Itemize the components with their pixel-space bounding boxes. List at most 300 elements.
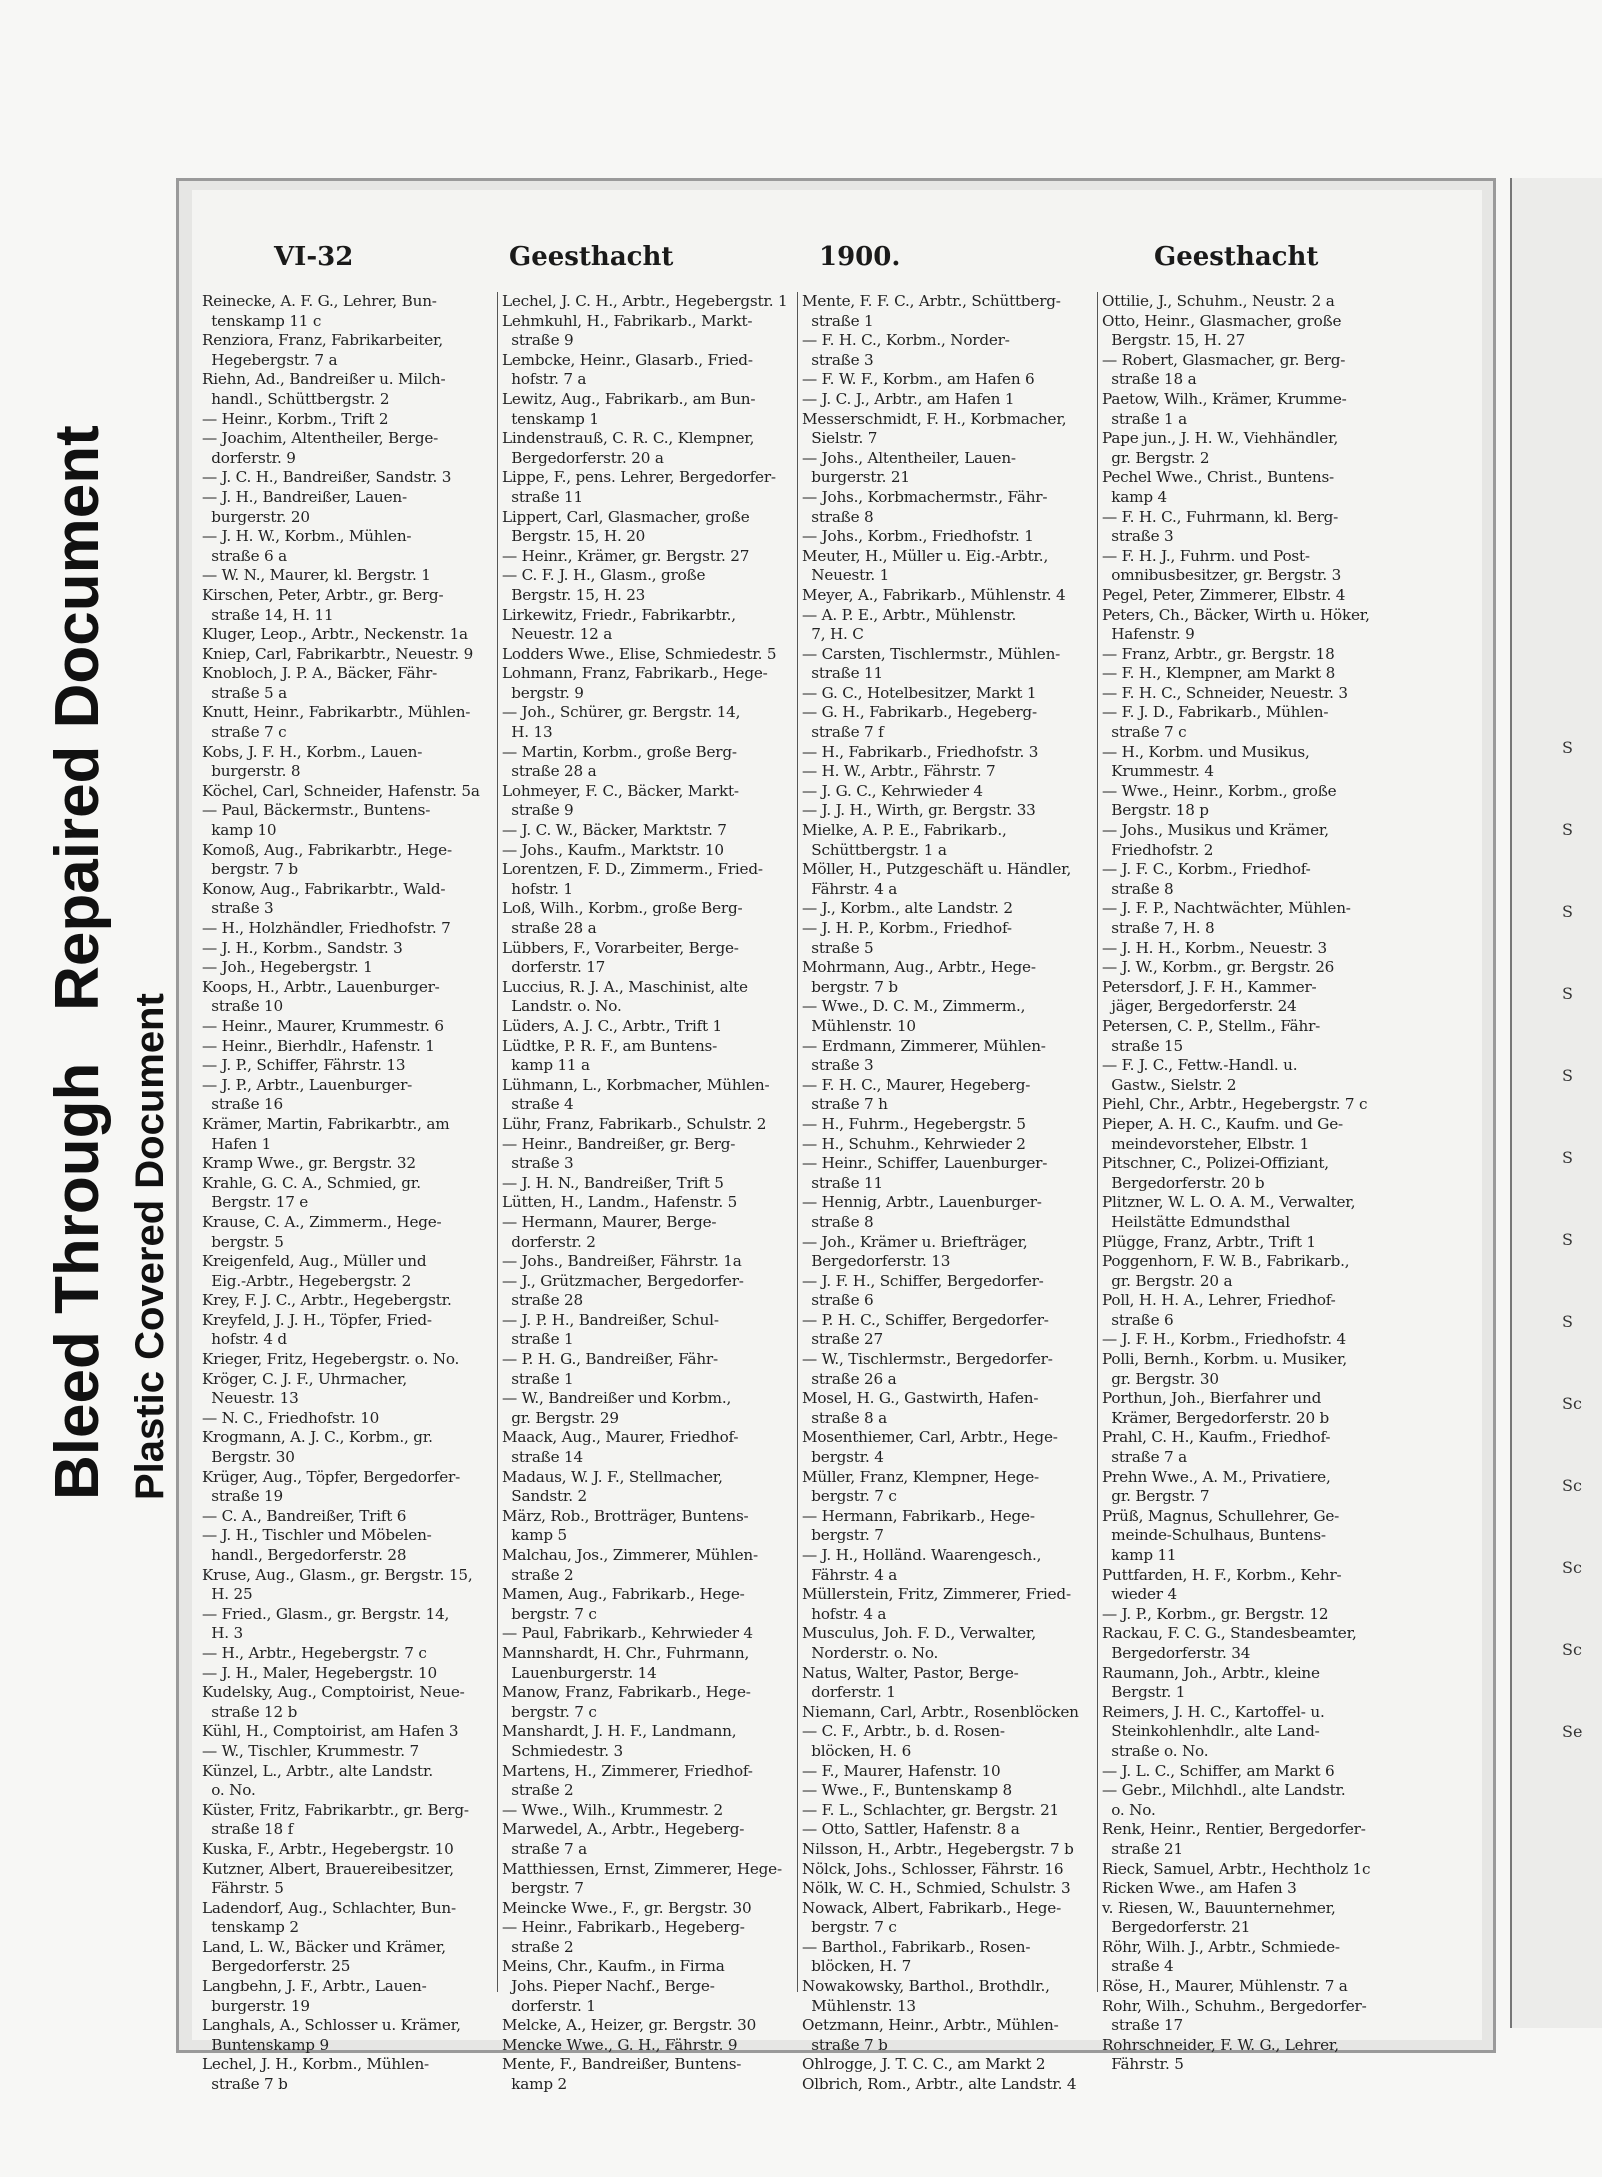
directory-entry-line: — F. H. C., Fuhrmann, kl. Berg- bbox=[1102, 507, 1339, 526]
edge-letter: S bbox=[1562, 1230, 1573, 1249]
directory-entry-line: — Fried., Glasm., gr. Bergstr. 14, bbox=[202, 1604, 450, 1623]
directory-entry-line: Luccius, R. J. A., Maschinist, alte bbox=[502, 977, 748, 996]
directory-entry-line: Bergstr. 15, H. 20 bbox=[502, 527, 646, 546]
directory-entry-line: dorferstr. 17 bbox=[502, 958, 606, 977]
directory-entry-line: — F. H., Klempner, am Markt 8 bbox=[1102, 664, 1336, 683]
directory-entry-line: — Franz, Arbtr., gr. Bergstr. 18 bbox=[1102, 644, 1335, 663]
edge-letter: S bbox=[1562, 820, 1573, 839]
directory-entry-line: straße o. No. bbox=[1102, 1741, 1209, 1760]
directory-entry-line: — J. H., Maler, Hegebergstr. 10 bbox=[202, 1663, 437, 1682]
directory-entry-line: Loß, Wilh., Korbm., große Berg- bbox=[502, 899, 743, 918]
directory-entry-line: — F. H. C., Korbm., Norder- bbox=[802, 331, 1010, 350]
directory-entry-line: — Heinr., Korbm., Trift 2 bbox=[202, 409, 389, 428]
directory-entry-line: Heilstätte Edmundsthal bbox=[1102, 1212, 1290, 1231]
directory-entry-line: Mencke Wwe., G. H., Fährstr. 9 bbox=[502, 2035, 738, 2054]
directory-entry-line: Lewitz, Aug., Fabrikarb., am Bun- bbox=[502, 389, 756, 408]
directory-entry-line: jäger, Bergedorferstr. 24 bbox=[1102, 997, 1297, 1016]
directory-entry-line: straße 3 bbox=[802, 1056, 874, 1075]
directory-entry-line: straße 11 bbox=[802, 664, 883, 683]
edge-letter: S bbox=[1562, 902, 1573, 921]
label-repaired-document: Repaired Document bbox=[43, 425, 112, 1011]
directory-entry-line: Friedhofstr. 2 bbox=[1102, 840, 1214, 859]
directory-entry-line: straße 12 b bbox=[202, 1702, 298, 1721]
directory-entry-line: tenskamp 1 bbox=[502, 409, 599, 428]
directory-entry-line: Schmiedestr. 3 bbox=[502, 1741, 623, 1760]
directory-entry-line: Schüttbergstr. 1 a bbox=[802, 840, 947, 859]
page-reference: VI-32 bbox=[274, 242, 354, 272]
directory-entry-line: — J. F. H., Schiffer, Bergedorfer- bbox=[802, 1271, 1044, 1290]
directory-entry-line: Röse, H., Maurer, Mühlenstr. 7 a bbox=[1102, 1977, 1348, 1996]
directory-entry-line: dorferstr. 1 bbox=[802, 1683, 896, 1702]
directory-entry-line: Eig.-Arbtr., Hegebergstr. 2 bbox=[202, 1271, 412, 1290]
directory-entry-line: Messerschmidt, F. H., Korbmacher, bbox=[802, 409, 1067, 428]
directory-entry-line: — Joachim, Altentheiler, Berge- bbox=[202, 429, 439, 448]
directory-entry-line: straße 11 bbox=[502, 487, 583, 506]
directory-entry-line: — Johs., Musikus und Krämer, bbox=[1102, 821, 1329, 840]
directory-entry-line: — J. H. W., Korbm., Mühlen- bbox=[202, 527, 412, 546]
directory-entry-line: Mühlenstr. 10 bbox=[802, 1016, 916, 1035]
directory-entry-line: Kramp Wwe., gr. Bergstr. 32 bbox=[202, 1154, 416, 1173]
directory-entry-line: — J. H., Bandreißer, Lauen- bbox=[202, 487, 407, 506]
directory-entry-line: Krogmann, A. J. C., Korbm., gr. bbox=[202, 1428, 433, 1447]
directory-entry-line: — F. J. D., Fabrikarb., Mühlen- bbox=[1102, 703, 1329, 722]
directory-entry-line: Nölk, W. C. H., Schmied, Schulstr. 3 bbox=[802, 1879, 1071, 1898]
directory-entry-line: Maack, Aug., Maurer, Friedhof- bbox=[502, 1428, 739, 1447]
edge-letter: S bbox=[1562, 1066, 1573, 1085]
directory-entry-line: — J. P. H., Bandreißer, Schul- bbox=[502, 1310, 719, 1329]
directory-entry-line: Bergstr. 15, H. 23 bbox=[502, 585, 646, 604]
edge-letter: Sc bbox=[1562, 1394, 1582, 1413]
directory-entry-line: Neuestr. 12 a bbox=[502, 625, 613, 644]
directory-entry-line: Lohmann, Franz, Fabrikarb., Hege- bbox=[502, 664, 768, 683]
directory-entry-line: Puttfarden, H. F., Korbm., Kehr- bbox=[1102, 1565, 1342, 1584]
directory-entry-line: straße 1 a bbox=[1102, 409, 1187, 428]
directory-entry-line: Koops, H., Arbtr., Lauenburger- bbox=[202, 977, 440, 996]
directory-entry-line: straße 21 bbox=[1102, 1839, 1183, 1858]
directory-entry-line: — Robert, Glasmacher, gr. Berg- bbox=[1102, 350, 1346, 369]
directory-entry-line: gr. Bergstr. 20 a bbox=[1102, 1271, 1233, 1290]
directory-entry-line: — J. G. C., Kehrwieder 4 bbox=[802, 781, 983, 800]
directory-entry-line: Petersdorf, J. F. H., Kammer- bbox=[1102, 977, 1317, 996]
directory-entry-line: Ladendorf, Aug., Schlachter, Bun- bbox=[202, 1898, 456, 1917]
directory-entry-line: straße 18 f bbox=[202, 1820, 294, 1839]
directory-entry-line: — Johs., Kaufm., Marktstr. 10 bbox=[502, 840, 724, 859]
directory-entry-line: Pegel, Peter, Zimmerer, Elbstr. 4 bbox=[1102, 585, 1346, 604]
directory-entry-line: H. 25 bbox=[202, 1585, 253, 1604]
directory-entry-line: Otto, Heinr., Glasmacher, große bbox=[1102, 311, 1342, 330]
directory-entry-line: — H., Fabrikarb., Friedhofstr. 3 bbox=[802, 742, 1039, 761]
directory-entry-line: Manshardt, J. H. F., Landmann, bbox=[502, 1722, 737, 1741]
directory-entry-line: — Hermann, Fabrikarb., Hege- bbox=[802, 1506, 1035, 1525]
directory-entry-line: Kirschen, Peter, Arbtr., gr. Berg- bbox=[202, 585, 444, 604]
directory-entry-line: Kutzner, Albert, Brauereibesitzer, bbox=[202, 1859, 454, 1878]
directory-entry-line: Nowack, Albert, Fabrikarb., Hege- bbox=[802, 1898, 1062, 1917]
directory-entry-line: Bergedorferstr. 25 bbox=[202, 1957, 351, 1976]
directory-entry-line: straße 16 bbox=[202, 1095, 283, 1114]
directory-entry-line: straße 7 b bbox=[202, 2075, 288, 2094]
directory-entry-line: Kühl, H., Comptoirist, am Hafen 3 bbox=[202, 1722, 459, 1741]
directory-entry-line: — W., Tischlermstr., Bergedorfer- bbox=[802, 1350, 1053, 1369]
directory-entry-line: — F. W. F., Korbm., am Hafen 6 bbox=[802, 370, 1035, 389]
directory-entry-line: 7, H. C bbox=[802, 625, 864, 644]
directory-entry-line: Paetow, Wilh., Krämer, Krumme- bbox=[1102, 389, 1347, 408]
directory-entry-line: meindevorsteher, Elbstr. 1 bbox=[1102, 1134, 1310, 1153]
directory-entry-line: — Hennig, Arbtr., Lauenburger- bbox=[802, 1193, 1042, 1212]
directory-entry-line: bergstr. 7 bbox=[502, 1879, 584, 1898]
directory-entry-line: — F., Maurer, Hafenstr. 10 bbox=[802, 1761, 1001, 1780]
directory-entry-line: — C. F., Arbtr., b. d. Rosen- bbox=[802, 1722, 1005, 1741]
directory-entry-line: — Johs., Altentheiler, Lauen- bbox=[802, 448, 1016, 467]
directory-entry-line: Sielstr. 7 bbox=[802, 429, 878, 448]
directory-entry-line: — Joh., Schürer, gr. Bergstr. 14, bbox=[502, 703, 741, 722]
directory-entry-line: Melcke, A., Heizer, gr. Bergstr. 30 bbox=[502, 2016, 757, 2035]
directory-entry-line: kamp 11 bbox=[1102, 1546, 1177, 1564]
directory-entry-line: Matthiessen, Ernst, Zimmerer, Hege- bbox=[502, 1859, 782, 1878]
directory-entry-line: Gastw., Sielstr. 2 bbox=[1102, 1075, 1237, 1094]
directory-entry-line: Kudelsky, Aug., Comptoirist, Neue- bbox=[202, 1683, 465, 1702]
directory-entry-line: straße 10 bbox=[202, 997, 283, 1016]
directory-entry-line: Steinkohlenhdlr., alte Land- bbox=[1102, 1722, 1320, 1741]
directory-entry-line: Krüger, Aug., Töpfer, Bergedorfer- bbox=[202, 1467, 461, 1486]
directory-entry-line: — J. H. N., Bandreißer, Trift 5 bbox=[502, 1173, 724, 1192]
directory-entry-line: — W., Tischler, Krummestr. 7 bbox=[202, 1741, 419, 1760]
directory-entry-line: kamp 4 bbox=[1102, 487, 1167, 506]
directory-entry-line: Fährstr. 4 a bbox=[802, 879, 898, 898]
directory-entry-line: — J. H., Tischler und Möbelen- bbox=[202, 1526, 432, 1545]
directory-entry-line: Lübbers, F., Vorarbeiter, Berge- bbox=[502, 938, 739, 957]
directory-entry-line: Hafen 1 bbox=[202, 1134, 272, 1153]
directory-entry-line: Lehmkuhl, H., Fabrikarb., Markt- bbox=[502, 311, 753, 330]
directory-entry-line: — H. W., Arbtr., Fährstr. 7 bbox=[802, 762, 996, 781]
directory-entry-line: straße 3 bbox=[502, 1154, 574, 1173]
directory-entry-line: straße 15 bbox=[1102, 1036, 1183, 1055]
header-city-left: Geesthacht bbox=[509, 242, 674, 272]
directory-entry-line: — J. P., Korbm., gr. Bergstr. 12 bbox=[1102, 1604, 1329, 1623]
directory-entry-line: Mielke, A. P. E., Fabrikarb., bbox=[802, 821, 1007, 840]
directory-entry-line: Reimers, J. H. C., Kartoffel- u. bbox=[1102, 1702, 1325, 1721]
column-divider bbox=[497, 292, 498, 1992]
directory-entry-line: — Joh., Krämer u. Briefträger, bbox=[802, 1232, 1028, 1251]
directory-entry-line: Meuter, H., Müller u. Eig.-Arbtr., bbox=[802, 546, 1049, 565]
edge-letter: S bbox=[1562, 1148, 1573, 1167]
directory-entry-line: Peters, Ch., Bäcker, Wirth u. Höker, bbox=[1102, 605, 1370, 624]
directory-entry-line: straße 3 bbox=[802, 350, 874, 369]
directory-entry-line: straße 7 h bbox=[802, 1095, 888, 1114]
directory-entry-line: Hafenstr. 9 bbox=[1102, 625, 1195, 644]
directory-entry-line: dorferstr. 1 bbox=[502, 1996, 596, 2015]
directory-entry-line: Konow, Aug., Fabrikarbtr., Wald- bbox=[202, 879, 446, 898]
directory-entry-line: straße 8 bbox=[802, 507, 874, 526]
directory-entry-line: — Gebr., Milchhdl., alte Landstr. bbox=[1102, 1781, 1346, 1800]
directory-entry-line: bergstr. 7 c bbox=[802, 1918, 897, 1937]
directory-entry-line: Rohrschneider, F. W. G., Lehrer, bbox=[1102, 2035, 1339, 2054]
directory-entry-line: straße 2 bbox=[502, 1565, 574, 1584]
directory-entry-line: Prüß, Magnus, Schullehrer, Ge- bbox=[1102, 1506, 1340, 1525]
directory-entry-line: März, Rob., Brotträger, Buntens- bbox=[502, 1506, 749, 1525]
directory-entry-line: Mühlenstr. 13 bbox=[802, 1996, 916, 2015]
directory-entry-line: Lüders, A. J. C., Arbtr., Trift 1 bbox=[502, 1016, 723, 1035]
directory-entry-line: Niemann, Carl, Arbtr., Rosenblöcken bbox=[802, 1702, 1079, 1721]
directory-entry-line: Müller, Franz, Klempner, Hege- bbox=[802, 1467, 1039, 1486]
directory-entry-line: Bergstr. 1 bbox=[1102, 1683, 1186, 1702]
directory-entry-line: straße 8 a bbox=[802, 1408, 887, 1427]
directory-entry-line: tenskamp 2 bbox=[202, 1918, 299, 1937]
directory-entry-line: bergstr. 7 c bbox=[802, 1487, 897, 1506]
directory-entry-line: Röhr, Wilh. J., Arbtr., Schmiede- bbox=[1102, 1937, 1340, 1956]
directory-entry-line: straße 6 a bbox=[202, 546, 287, 565]
directory-entry-line: — H., Arbtr., Hegebergstr. 7 c bbox=[202, 1643, 427, 1662]
directory-entry-line: — J., Korbm., alte Landstr. 2 bbox=[802, 899, 1013, 918]
directory-entry-line: — Johs., Korbmachermstr., Fähr- bbox=[802, 487, 1048, 506]
page-header bbox=[274, 242, 1404, 284]
edge-letter: Sc bbox=[1562, 1640, 1582, 1659]
header-city-right: Geesthacht bbox=[1154, 242, 1319, 272]
directory-entry-line: bergstr. 7 c bbox=[502, 1702, 597, 1721]
directory-entry-line: — Carsten, Tischlermstr., Mühlen- bbox=[802, 644, 1061, 663]
directory-entry-line: Mannshardt, H. Chr., Fuhrmann, bbox=[502, 1643, 750, 1662]
directory-entry-line: straße 11 bbox=[802, 1173, 883, 1192]
directory-entry-line: — P. H. C., Schiffer, Bergedorfer- bbox=[802, 1310, 1049, 1329]
directory-entry-line: omnibusbesitzer, gr. Bergstr. 3 bbox=[1102, 566, 1342, 585]
directory-entry-line: Pape jun., J. H. W., Viehhändler, bbox=[1102, 429, 1339, 448]
directory-entry-line: Bergedorferstr. 20 a bbox=[502, 448, 664, 467]
directory-entry-line: — Heinr., Bandreißer, gr. Berg- bbox=[502, 1134, 736, 1153]
directory-entry-line: — A. P. E., Arbtr., Mühlenstr. bbox=[802, 605, 1017, 624]
directory-entry-line: meinde-Schulhaus, Buntens- bbox=[1102, 1526, 1326, 1545]
directory-entry-line: Kluger, Leop., Arbtr., Neckenstr. 1a bbox=[202, 625, 468, 644]
directory-entry-line: — Heinr., Fabrikarb., Hegeberg- bbox=[502, 1918, 745, 1937]
directory-entry-line: Neuestr. 1 bbox=[802, 566, 890, 585]
directory-entry-line: Neuestr. 13 bbox=[202, 1389, 299, 1408]
directory-entry-line: Rohr, Wilh., Schuhm., Bergedorfer- bbox=[1102, 1996, 1367, 2015]
directory-entry-line: Rackau, F. C. G., Standesbeamter, bbox=[1102, 1624, 1357, 1643]
directory-entry-line: — F. J. C., Fettw.-Handl. u. bbox=[1102, 1056, 1298, 1075]
directory-column-3 bbox=[802, 292, 1092, 2094]
directory-entry-line: straße 28 a bbox=[502, 919, 597, 937]
directory-entry-line: straße 14, H. 11 bbox=[202, 605, 334, 624]
directory-entry-line: straße 7 c bbox=[202, 723, 287, 742]
directory-entry-line: — Wwe., Heinr., Korbm., große bbox=[1102, 781, 1337, 800]
edge-letter: Sc bbox=[1562, 1476, 1582, 1495]
directory-entry-line: — J. H. P., Korbm., Friedhof- bbox=[802, 919, 1012, 937]
directory-entry-line: Poggenhorn, F. W. B., Fabrikarb., bbox=[1102, 1252, 1350, 1271]
directory-page bbox=[192, 190, 1482, 2094]
directory-entry-line: Malchau, Jos., Zimmerer, Mühlen- bbox=[502, 1546, 758, 1564]
directory-entry-line: straße 8 bbox=[1102, 879, 1174, 898]
column-divider bbox=[797, 292, 798, 1992]
directory-entry-line: Sandstr. 2 bbox=[502, 1487, 588, 1506]
directory-entry-line: Reinecke, A. F. G., Lehrer, Bun- bbox=[202, 292, 437, 310]
directory-entry-line: — J. C. H., Bandreißer, Sandstr. 3 bbox=[202, 468, 452, 487]
edge-letter: S bbox=[1562, 1312, 1573, 1331]
directory-entry-line: straße 5 a bbox=[202, 683, 287, 702]
directory-entry-line: Bergedorferstr. 21 bbox=[1102, 1918, 1251, 1937]
directory-entry-line: Plügge, Franz, Arbtr., Trift 1 bbox=[1102, 1232, 1316, 1251]
directory-entry-line: tenskamp 11 c bbox=[202, 311, 322, 330]
directory-entry-line: Musculus, Joh. F. D., Verwalter, bbox=[802, 1624, 1036, 1643]
directory-entry-line: Krieger, Fritz, Hegebergstr. o. No. bbox=[202, 1350, 460, 1369]
directory-entry-line: — Paul, Fabrikarb., Kehrwieder 4 bbox=[502, 1624, 753, 1643]
directory-entry-line: Krummestr. 4 bbox=[1102, 762, 1214, 781]
directory-entry-line: Lindenstrauß, C. R. C., Klempner, bbox=[502, 429, 755, 448]
directory-entry-line: — H., Schuhm., Kehrwieder 2 bbox=[802, 1134, 1026, 1153]
directory-entry-line: Möller, H., Putzgeschäft u. Händler, bbox=[802, 860, 1072, 879]
directory-entry-line: — F. H. C., Maurer, Hegeberg- bbox=[802, 1075, 1031, 1094]
directory-entry-line: bergstr. 4 bbox=[802, 1448, 884, 1467]
directory-entry-line: — J. C. J., Arbtr., am Hafen 1 bbox=[802, 389, 1015, 408]
directory-entry-line: Raumann, Joh., Arbtr., kleine bbox=[1102, 1663, 1320, 1682]
directory-entry-line: straße 4 bbox=[1102, 1957, 1174, 1976]
directory-entry-line: Lütten, H., Landm., Hafenstr. 5 bbox=[502, 1193, 738, 1212]
directory-entry-line: — F. H. C., Schneider, Neuestr. 3 bbox=[1102, 683, 1348, 702]
directory-entry-line: Lühmann, L., Korbmacher, Mühlen- bbox=[502, 1075, 770, 1094]
directory-entry-line: straße 4 bbox=[502, 1095, 574, 1114]
directory-entry-line: straße 7 a bbox=[502, 1839, 587, 1858]
directory-entry-line: — Joh., Hegebergstr. 1 bbox=[202, 958, 373, 977]
directory-entry-line: straße 28 a bbox=[502, 762, 597, 781]
directory-entry-line: straße 7, H. 8 bbox=[1102, 919, 1215, 937]
directory-entry-line: H. 13 bbox=[502, 723, 553, 742]
directory-entry-line: — W. N., Maurer, kl. Bergstr. 1 bbox=[202, 566, 431, 585]
directory-entry-line: Madaus, W. J. F., Stellmacher, bbox=[502, 1467, 723, 1486]
directory-entry-line: bergstr. 9 bbox=[502, 683, 584, 702]
directory-entry-line: Petersen, C. P., Stellm., Fähr- bbox=[1102, 1016, 1321, 1035]
directory-entry-line: Kniep, Carl, Fabrikarbtr., Neuestr. 9 bbox=[202, 644, 474, 663]
edge-letter: Sc bbox=[1562, 1558, 1582, 1577]
directory-entry-line: — G. C., Hotelbesitzer, Markt 1 bbox=[802, 683, 1037, 702]
directory-entry-line: Langbehn, J. F., Arbtr., Lauen- bbox=[202, 1977, 427, 1996]
directory-entry-line: burgerstr. 19 bbox=[202, 1996, 310, 2015]
directory-entry-line: Oetzmann, Heinr., Arbtr., Mühlen- bbox=[802, 2016, 1059, 2035]
directory-entry-line: straße 27 bbox=[802, 1330, 883, 1349]
directory-entry-line: — C. F. J. H., Glasm., große bbox=[502, 566, 706, 585]
directory-entry-line: — Martin, Korbm., große Berg- bbox=[502, 742, 737, 761]
directory-entry-line: — J. L. C., Schiffer, am Markt 6 bbox=[1102, 1761, 1335, 1780]
directory-entry-line: — J. F. C., Korbm., Friedhof- bbox=[1102, 860, 1311, 879]
adjacent-page-edge bbox=[1510, 178, 1602, 2028]
directory-entry-line: straße 3 bbox=[202, 899, 274, 918]
directory-entry-line: — Heinr., Bierhdlr., Hafenstr. 1 bbox=[202, 1036, 435, 1055]
directory-entry-line: — H., Fuhrm., Hegebergstr. 5 bbox=[802, 1114, 1026, 1133]
directory-entry-line: Mamen, Aug., Fabrikarb., Hege- bbox=[502, 1585, 745, 1604]
directory-entry-line: blöcken, H. 6 bbox=[802, 1741, 912, 1760]
directory-entry-line: Johs. Pieper Nachf., Berge- bbox=[502, 1977, 715, 1996]
directory-entry-line: Landstr. o. No. bbox=[502, 997, 622, 1016]
directory-entry-line: Bergstr. 30 bbox=[202, 1448, 295, 1467]
directory-entry-line: — Heinr., Schiffer, Lauenburger- bbox=[802, 1154, 1048, 1173]
directory-entry-line: Hegebergstr. 7 a bbox=[202, 350, 338, 369]
directory-entry-line: Nowakowsky, Barthol., Brothdlr., bbox=[802, 1977, 1050, 1996]
directory-entry-line: Kreigenfeld, Aug., Müller und bbox=[202, 1252, 427, 1271]
directory-entry-line: Krahle, G. C. A., Schmied, gr. bbox=[202, 1173, 421, 1192]
directory-entry-line: Prehn Wwe., A. M., Privatiere, bbox=[1102, 1467, 1331, 1486]
directory-entry-line: — J. P., Schiffer, Fährstr. 13 bbox=[202, 1056, 406, 1075]
directory-entry-line: Ottilie, J., Schuhm., Neustr. 2 a bbox=[1102, 292, 1335, 310]
directory-entry-line: gr. Bergstr. 2 bbox=[1102, 448, 1210, 467]
directory-entry-line: kamp 10 bbox=[202, 821, 277, 840]
directory-entry-line: Meyer, A., Fabrikarb., Mühlenstr. 4 bbox=[802, 585, 1066, 604]
directory-entry-line: — J. H., Holländ. Waarengesch., bbox=[802, 1546, 1042, 1564]
directory-entry-line: straße 28 bbox=[502, 1291, 583, 1310]
directory-entry-line: — G. H., Fabrikarb., Hegeberg- bbox=[802, 703, 1037, 722]
directory-entry-line: Köchel, Carl, Schneider, Hafenstr. 5a bbox=[202, 781, 480, 800]
directory-entry-line: Land, L. W., Bäcker und Krämer, bbox=[202, 1937, 446, 1956]
directory-entry-line: Fährstr. 5 bbox=[202, 1879, 284, 1898]
directory-entry-line: straße 7 f bbox=[802, 723, 884, 742]
directory-entry-line: gr. Bergstr. 29 bbox=[502, 1408, 619, 1427]
directory-entry-line: — Hermann, Maurer, Berge- bbox=[502, 1212, 717, 1231]
directory-entry-line: Martens, H., Zimmerer, Friedhof- bbox=[502, 1761, 753, 1780]
directory-entry-line: Lechel, J. C. H., Arbtr., Hegebergstr. 1 bbox=[502, 292, 788, 310]
directory-entry-line: straße 14 bbox=[502, 1448, 583, 1467]
bleed-through-label bbox=[42, 425, 113, 1500]
directory-entry-line: Bergedorferstr. 13 bbox=[802, 1252, 951, 1271]
directory-entry-line: Künzel, L., Arbtr., alte Landstr. bbox=[202, 1761, 433, 1780]
directory-entry-line: Pechel Wwe., Christ., Buntens- bbox=[1102, 468, 1334, 487]
sidebar-labels bbox=[20, 425, 180, 1500]
directory-entry-line: burgerstr. 21 bbox=[802, 468, 910, 487]
directory-entry-line: Norderstr. o. No. bbox=[802, 1643, 939, 1662]
directory-entry-line: straße 2 bbox=[502, 1781, 574, 1800]
directory-entry-line: handl., Schüttbergstr. 2 bbox=[202, 389, 390, 408]
directory-entry-line: Piehl, Chr., Arbtr., Hegebergstr. 7 c bbox=[1102, 1095, 1368, 1114]
directory-entry-line: Mohrmann, Aug., Arbtr., Hege- bbox=[802, 958, 1036, 977]
directory-entry-line: Buntenskamp 9 bbox=[202, 2035, 329, 2054]
directory-entry-line: kamp 5 bbox=[502, 1526, 567, 1545]
directory-entry-line: Lirkewitz, Friedr., Fabrikarbtr., bbox=[502, 605, 736, 624]
directory-entry-line: straße 7 c bbox=[1102, 723, 1187, 742]
directory-entry-line: Manow, Franz, Fabrikarb., Hege- bbox=[502, 1683, 751, 1702]
directory-entry-line: o. No. bbox=[202, 1781, 256, 1800]
directory-entry-line: straße 18 a bbox=[1102, 370, 1197, 389]
directory-entry-line: Fährstr. 4 a bbox=[802, 1565, 898, 1584]
directory-entry-line: straße 6 bbox=[1102, 1310, 1174, 1329]
directory-entry-line: straße 7 a bbox=[1102, 1448, 1187, 1467]
directory-entry-line: Lorentzen, F. D., Zimmerm., Fried- bbox=[502, 860, 763, 879]
directory-entry-line: straße 9 bbox=[502, 331, 574, 350]
directory-entry-line: Kreyfeld, J. J. H., Töpfer, Fried- bbox=[202, 1310, 432, 1329]
directory-entry-line: — H., Korbm. und Musikus, bbox=[1102, 742, 1310, 761]
directory-entry-line: kamp 11 a bbox=[502, 1056, 590, 1075]
directory-entry-line: Meincke Wwe., F., gr. Bergstr. 30 bbox=[502, 1898, 752, 1917]
directory-entry-line: Nilsson, H., Arbtr., Hegebergstr. 7 b bbox=[802, 1839, 1074, 1858]
edge-letter: S bbox=[1562, 984, 1573, 1003]
directory-entry-line: Krause, C. A., Zimmerm., Hege- bbox=[202, 1212, 442, 1231]
directory-entry-line: Lühr, Franz, Fabrikarb., Schulstr. 2 bbox=[502, 1114, 767, 1133]
directory-entry-line: Krämer, Bergedorferstr. 20 b bbox=[1102, 1408, 1330, 1427]
directory-entry-line: — Wwe., F., Buntenskamp 8 bbox=[802, 1781, 1013, 1800]
directory-entry-line: Bergstr. 15, H. 27 bbox=[1102, 331, 1246, 350]
directory-entry-line: Lodders Wwe., Elise, Schmiedestr. 5 bbox=[502, 644, 777, 663]
label-bleed-through: Bleed Through bbox=[43, 1062, 112, 1500]
plastic-covered-label: Plastic Covered Document bbox=[128, 993, 172, 1500]
directory-entry-line: Renk, Heinr., Rentier, Bergedorfer- bbox=[1102, 1820, 1366, 1839]
directory-entry-line: bergstr. 7 b bbox=[202, 860, 298, 879]
directory-column-4 bbox=[1102, 292, 1392, 2074]
directory-entry-line: Pitschner, C., Polizei-Offiziant, bbox=[1102, 1154, 1329, 1173]
directory-entry-line: Lüdtke, P. R. F., am Buntens- bbox=[502, 1036, 718, 1055]
directory-entry-line: Rieck, Samuel, Arbtr., Hechtholz 1c bbox=[1102, 1859, 1371, 1878]
directory-entry-line: hofstr. 1 bbox=[502, 879, 573, 898]
directory-entry-line: — J., Grützmacher, Bergedorfer- bbox=[502, 1271, 744, 1290]
directory-entry-line: straße 5 bbox=[802, 938, 874, 957]
directory-entry-line: — C. A., Bandreißer, Trift 6 bbox=[202, 1506, 407, 1525]
directory-entry-line: burgerstr. 8 bbox=[202, 762, 301, 781]
edge-letter: Se bbox=[1562, 1722, 1583, 1741]
directory-entry-line: hofstr. 7 a bbox=[502, 370, 587, 389]
directory-entry-line: o. No. bbox=[1102, 1800, 1156, 1819]
directory-entry-line: dorferstr. 9 bbox=[202, 448, 296, 467]
